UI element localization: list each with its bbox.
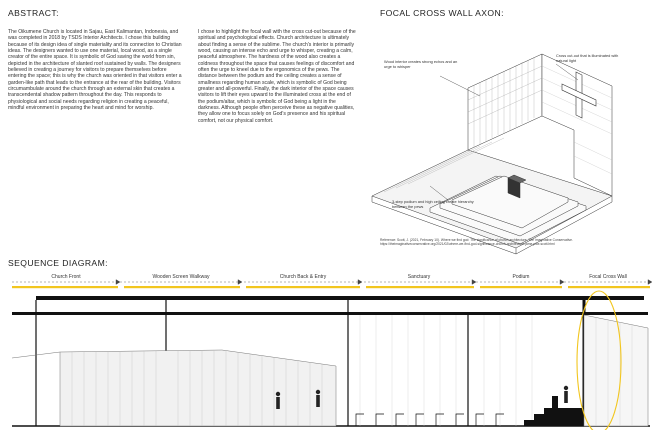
section-podium-steps [524,408,584,426]
axon-label-cross: Cross cut-out that is illuminated with natural light [556,53,619,63]
sequence-stage-church-back-entry: Church Back & Entry [279,274,327,280]
section-drawing [12,296,650,426]
sequence-stage-podium: Podium [512,274,530,280]
section-right-roof [584,315,648,426]
abstract-heading: ABSTRACT: [8,8,59,18]
sequence-heading: SEQUENCE DIAGRAM: [8,258,108,268]
axon-heading: FOCAL CROSS WALL AXON: [380,8,504,18]
sequence-stage-focal-cross-wall: Focal Cross Wall [589,274,627,280]
sequence-timeline [12,280,652,285]
sequence-stage-sanctuary: Sanctuary [407,274,431,280]
section-roof-beam [36,296,644,300]
section-upper-slab [12,312,648,315]
sequence-stage-church-front: Church Front [51,274,81,280]
axon-label-podium: 3-step podium and high ceiling create hierarchy between the pews [392,199,474,209]
sequence-stage-wooden-screen-walkway: Wooden Screen Walkway [152,274,210,280]
sequence-accent-bars [12,286,650,288]
axon-drawing [372,54,612,254]
section-sloped-screen [60,350,336,426]
abstract-column-1: The Oikumene Church is located in Sajau, East Kalimantan, Indonesia, and was completed in 2018 by TSDS Interior Architects. I chose this building because of its design idea of single materiality and its connection to Christian ideas. The designers wanted to use one material, local wood, as a single creator of the entire space. It is symbolic of God saving the world from sin, depicted in the architecture of slanted roof sustained by walls. The designers believed in creating a journey for visitors to prepare themselves before entering the space; this is why the church was oriented in that visitors enter a garden-like path that leads to the entrance at the rear of the building. Visitors circumambulate around the church through an external skin that creates a transcendental shadow pattern throughout the day. This responds to physiological and social needs regarding religion in creating a peaceful, mindful environment in preparing the heart and mind for worship. [8,29,182,112]
section-pews [356,414,504,426]
section-lectern [552,396,558,408]
reference-citation: Reference: Scott, J. (2021, February 10). Where we find god: The significance of church architecture. The Imaginative Conservative. https://theimaginativeconservative.org/2021/02/where-we-find-god-significance-church-architecture-jame-pike-scott.html [380,238,573,247]
axon-left-wall [468,54,542,150]
axon-label-wood: Wood interior creates strong echos and an urge to whisper [384,59,458,69]
section-sanctuary-grid [360,315,532,426]
abstract-column-2: I chose to highlight the focal wall with the cross cut-out because of the spiritual and psychological effects. Church architecture is ultimately about finding a sense of the sublime. The church's interior is primarily wood, causing an intense echo and urge to whisper, creating a calm, peaceful atmosphere. The hardness of the wood also creates a coldness throughout the space that causes feelings of discomfort and often the urge to kneel due to the ergonomics of the pews. The distance between the podium and the ceiling creates a sense of smallness regarding human scale, which is symbolic of God being greater and all-powerful. Finally, the dark interior of the space causes visitors to lift their eyes upward to the illuminated cross at the end of the podium/altar, which is symbolic of God being a light in the darkness. Although people often perceive these as negative qualities, they allow one to focus solely on God's presence and his spiritual comfort, not our physical comfort. [198,29,356,124]
